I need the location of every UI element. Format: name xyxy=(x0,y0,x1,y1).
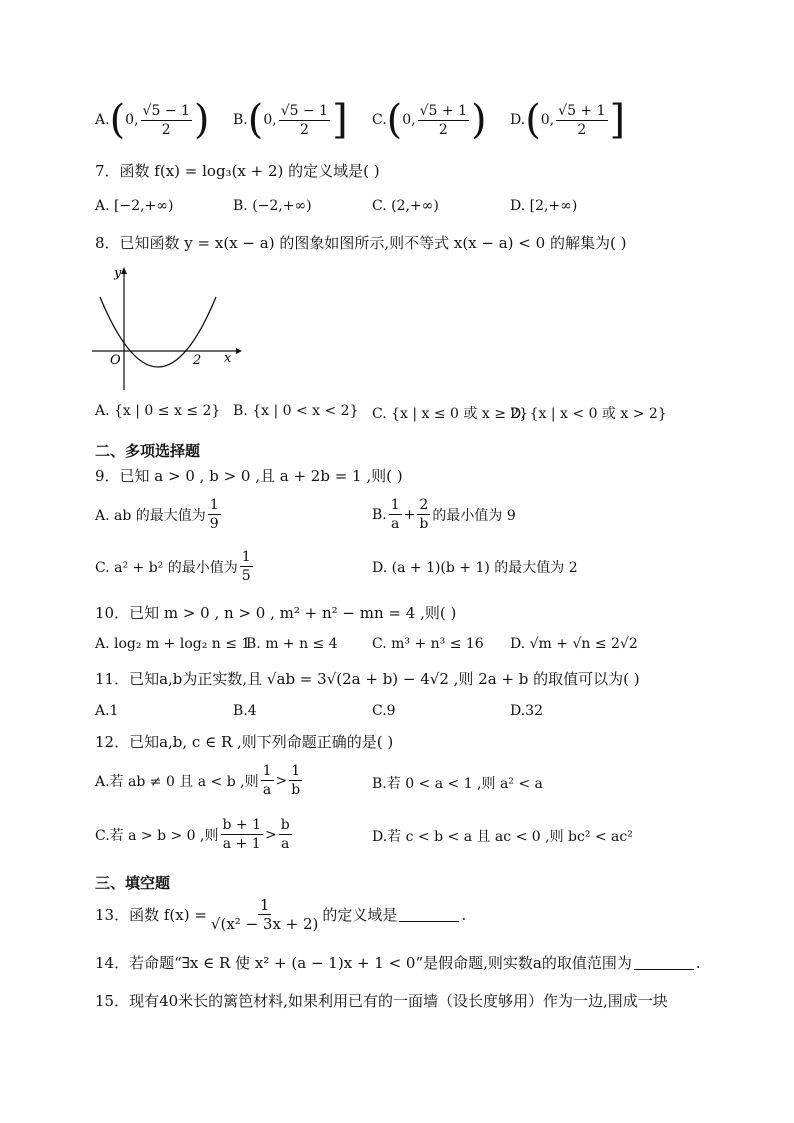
denominator: √(x² − 3x + 2) xyxy=(210,915,319,933)
numerator: √5 + 1 xyxy=(558,102,606,119)
denominator: a xyxy=(262,782,272,798)
greater-than-sign: > xyxy=(275,772,288,789)
q12-option-a xyxy=(95,762,304,799)
q8-option-b: B. {x | 0 < x < 2} xyxy=(233,403,359,419)
q9-stem: 9．已知 a > 0 , b > 0 ,且 a + 2b = 1 ,则( ) xyxy=(95,467,403,485)
plus-sign: + xyxy=(403,506,416,523)
numerator: 1 xyxy=(262,763,272,779)
interval-start: 0, xyxy=(402,112,416,128)
q13 xyxy=(95,896,466,933)
answer-blank[interactable] xyxy=(399,907,459,922)
numerator: b + 1 xyxy=(222,817,261,833)
denominator: a + 1 xyxy=(222,836,261,852)
numerator: 1 xyxy=(209,497,219,513)
q9-option-c xyxy=(95,548,255,585)
q13-suffix: 的定义域是 xyxy=(322,906,398,924)
q14 xyxy=(95,952,701,973)
section-fill-in-heading: 三、填空题 xyxy=(95,874,171,892)
interval-start: 0, xyxy=(540,112,555,128)
answer-blank[interactable] xyxy=(634,955,694,970)
q12-option-a-text: A.若 ab ≠ 0 且 a < b ,则 xyxy=(95,773,259,790)
q9-option-a-text: A. ab 的最大值为 xyxy=(95,507,206,524)
numerator: √5 + 1 xyxy=(419,102,468,119)
denominator: 2 xyxy=(577,121,587,138)
q12-option-d: D.若 c < b < a 且 ac < 0 ,则 bc² < ac² xyxy=(372,829,633,845)
right-bracket: ] xyxy=(332,97,348,143)
q6-option-c xyxy=(372,97,487,143)
interval-start: 0, xyxy=(125,112,139,128)
right-bracket: ) xyxy=(193,97,210,143)
q11-option-b: B.4 xyxy=(233,703,257,719)
q10-option-c: C. m³ + n³ ≤ 16 xyxy=(372,636,484,652)
q9-option-c-text: C. a² + b² 的最小值为 xyxy=(95,559,238,576)
denominator: 2 xyxy=(438,121,448,138)
denominator: a xyxy=(281,836,290,852)
q7-option-b: B. (−2,+∞) xyxy=(233,198,312,214)
fraction xyxy=(240,548,253,585)
q12-stem: 12．已知a,b, c ∈ R ,则下列命题正确的是( ) xyxy=(95,733,394,751)
option-label: D. xyxy=(510,112,526,128)
q8-option-c: C. {x | x ≤ 0 或 x ≥ 2} xyxy=(372,406,529,422)
q7-option-a: A. [−2,+∞) xyxy=(95,198,174,214)
q11-option-d: D.32 xyxy=(510,703,543,719)
left-bracket: ( xyxy=(247,97,264,143)
fraction xyxy=(279,816,292,853)
q10-stem: 10．已知 m > 0 , n > 0 , m² + n² − mn = 4 ,则( ) xyxy=(95,604,457,622)
denominator: 2 xyxy=(161,121,171,138)
denominator: b xyxy=(291,782,301,798)
section-multiple-choice-heading: 二、多项选择题 xyxy=(95,442,201,460)
fraction xyxy=(556,102,607,139)
denominator: 5 xyxy=(241,568,251,584)
denominator: 2 xyxy=(299,121,309,138)
y-axis-arrow xyxy=(121,267,127,274)
denominator: a xyxy=(391,516,400,532)
q8-option-a: A. {x | 0 ≤ x ≤ 2} xyxy=(95,403,221,419)
q9-option-b-label: B. xyxy=(372,506,387,523)
q6-option-d xyxy=(510,97,626,143)
option-label: A. xyxy=(95,112,110,128)
numerator: b xyxy=(280,817,290,833)
origin-label: O xyxy=(110,353,121,368)
fraction xyxy=(289,762,302,799)
fraction xyxy=(261,762,274,799)
fraction xyxy=(221,816,264,853)
q10-option-d: D. √m + √n ≤ 2√2 xyxy=(510,636,638,652)
left-bracket: ( xyxy=(109,97,126,143)
q14-text: 14．若命题“∃x ∈ R 使 x² + (a − 1)x + 1 < 0”是假命题,则实数a的取值范围为 xyxy=(95,954,632,972)
q15-text: 15．现有40米长的篱笆材料,如果利用已有的一面墙（设长度够用）作为一边,围成一块 xyxy=(95,992,668,1010)
q8-option-d: D. {x | x < 0 或 x > 2} xyxy=(510,406,667,422)
fraction xyxy=(279,102,330,139)
right-bracket: ] xyxy=(609,97,626,143)
numerator: 1 xyxy=(259,896,270,914)
y-axis-label: y xyxy=(114,266,122,281)
numerator: 1 xyxy=(291,763,301,779)
denominator: b xyxy=(419,516,429,532)
q11-option-c: C.9 xyxy=(372,703,396,719)
q9-option-b xyxy=(372,496,516,533)
fraction xyxy=(209,896,321,933)
fraction xyxy=(418,102,469,139)
q14-end: . xyxy=(695,953,701,972)
x-axis-arrow xyxy=(236,348,242,354)
q6-option-a xyxy=(95,97,210,143)
q6-option-b xyxy=(233,97,348,143)
q7-option-d: D. [2,+∞) xyxy=(510,198,578,214)
fraction xyxy=(417,496,430,533)
q12-option-b: B.若 0 < a < 1 ,则 a² < a xyxy=(372,776,543,792)
x-axis-label: x xyxy=(224,351,232,366)
q8-parabola-graph xyxy=(90,262,250,392)
numerator: 2 xyxy=(419,497,429,513)
fraction xyxy=(141,102,192,139)
denominator: 9 xyxy=(209,516,219,532)
q10-option-b: B. m + n ≤ 4 xyxy=(246,636,338,652)
left-bracket: ( xyxy=(386,97,403,143)
greater-than-sign: > xyxy=(265,826,277,843)
numerator: √5 − 1 xyxy=(280,102,329,119)
option-label: C. xyxy=(372,112,387,128)
q13-end: . xyxy=(461,905,467,924)
q7-stem: 7．函数 f(x) = log₃(x + 2) 的定义域是( ) xyxy=(95,162,380,180)
numerator: 1 xyxy=(390,497,400,513)
q9-option-b-text: 的最小值为 9 xyxy=(432,507,516,524)
fraction xyxy=(389,496,402,533)
numerator: √5 − 1 xyxy=(142,102,190,119)
q9-option-a xyxy=(95,496,223,533)
fraction xyxy=(208,496,221,533)
option-label: B. xyxy=(233,112,248,128)
q12-option-c-text: C.若 a > b > 0 ,则 xyxy=(95,827,219,844)
q11-option-a: A.1 xyxy=(95,703,119,719)
q9-option-d: D. (a + 1)(b + 1) 的最大值为 2 xyxy=(372,560,578,576)
interval-start: 0, xyxy=(263,112,277,128)
q7-option-c: C. (2,+∞) xyxy=(372,198,439,214)
q13-prefix: 13．函数 f(x) = xyxy=(95,906,207,924)
numerator: 1 xyxy=(241,549,251,565)
q11-stem: 11．已知a,b为正实数,且 √ab = 3√(2a + b) − 4√2 ,则 2a + b 的取值可以为( ) xyxy=(95,670,640,688)
right-bracket: ) xyxy=(471,97,487,143)
left-bracket: ( xyxy=(525,97,541,143)
q8-stem: 8．已知函数 y = x(x − a) 的图象如图所示,则不等式 x(x − a) < 0 的解集为( ) xyxy=(95,234,627,252)
q12-option-c xyxy=(95,816,294,853)
q10-option-a: A. log₂ m + log₂ n ≤ 1 xyxy=(95,636,251,652)
root-label: 2 xyxy=(193,353,202,368)
